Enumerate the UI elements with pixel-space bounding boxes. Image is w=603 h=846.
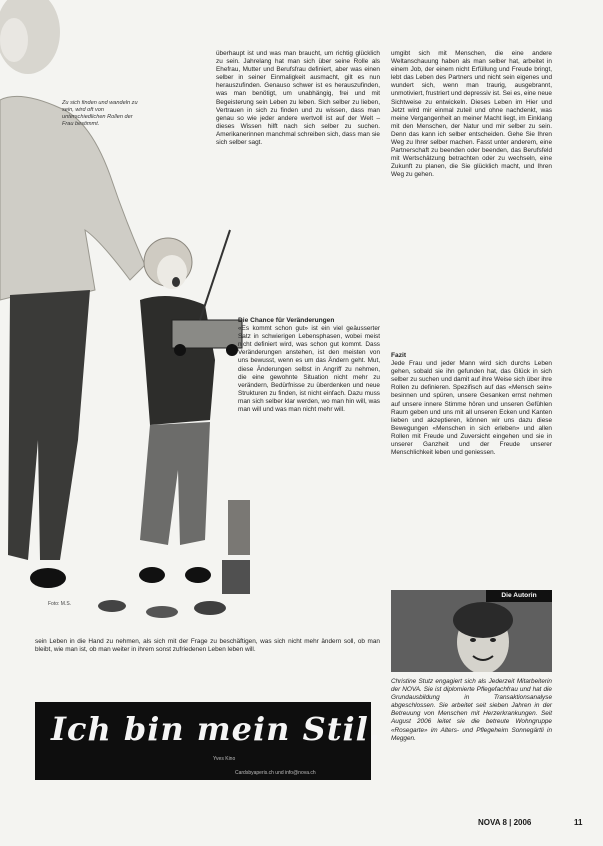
- child-face: [157, 255, 187, 289]
- article-column-right-fazit: [391, 352, 552, 457]
- paragraph: umgibt sich mit Menschen, die eine andere Weltanschauung haben als man selber hat, arbeitet in einem Job, der einem nicht Erfüllung und Freude bringt, lebt das Leben des Partners und nicht sein eigenes und wundert sich, wenn man traurig, ausgebrannt, unmotiviert, frustriert und depressiv ist. Sei es, eine neue Sichtweise zu entwickeln. Dieses Leben im Hier und Jetzt wird mir einmal zuteil und ohne nachdenkt, was meine Vergangenheit an meiner Macht liegt, im Einklang mit den Menschen, der Natur und mir selber zu sein. Denn das kann ich selber entscheiden. Gehe Sie Ihren Weg zu Ihrer selber machen. Fasst unter anderem, eine Partnerschaft zu beenden oder beenden, das Berufsfeld mit Wertschätzung betrachten oder zu wechseln, eine Zukunft zu planen, die Sie glücklich macht, und Ihren Weg zu gehen.: [391, 50, 552, 179]
- woman-face: [0, 18, 28, 62]
- ad-slogan: Ich bin mein Stil.: [51, 710, 381, 748]
- toy-car-2: [146, 606, 178, 618]
- article-column-middle-top: [216, 50, 380, 147]
- toy-block-stack: [228, 500, 250, 555]
- paragraph: sein Leben in die Hand zu nehmen, als sich mit der Frage zu beschäftigen, was sich nicht mehr ändern soll, ob man bleibt, wie man ist, ob man weiter in ihrem sonst zufriedenen Leben leben will.: [35, 638, 380, 654]
- ad-url: Cardsbyaperis.ch und info@nova.ch: [235, 770, 316, 776]
- child-mouth: [172, 277, 180, 287]
- toy-car-1: [98, 600, 126, 612]
- paragraph: Christine Stutz engagiert sich als Jederzeit Mitarbeiterin der NOVA. Sie ist diplomierte Pflegefachfrau und hat die Grundausbildung in Transaktionsanalyse abgeschlossen. Sie arbeitet seit sieben Jahren in der Betreuung von Menschen mit Herzerkrankungen. Seit August 2006 leitet sie die betreute Wohngruppe «Rosegarte» im Alters- und Pflegeheim Sonnegärtli in Meggen.: [391, 678, 552, 742]
- child-shoe-right: [185, 567, 211, 583]
- woman-shoe: [30, 568, 66, 588]
- photo-woman-child: [0, 0, 250, 636]
- author-header: Die Autorin: [486, 590, 552, 602]
- paragraph: überhaupt ist und was man braucht, um richtig glücklich zu sein. Jahrelang hat man sich über seine Rolle als Ehefrau, Mutter und Berufsfrau definiert, aber was einen selber in seiner Einmaligkeit ausmacht, gilt es nun herauszufinden. Genauso schwer ist es herauszufinden, was man benötigt, um unabhängig, frei und mit Begeisterung sein Leben zu leben. Sich selber zu lieben, Vertrauen in sich zu finden und zu wissen, dass man genau so wie jeder andere wertvoll ist auf der Welt – dieses Wissen hilft nach sich selber zu suchen. Amerikanerinnen manchmal schreiben sich, dass man sie sich selber sagt.: [216, 50, 380, 147]
- paragraph: Jede Frau und jeder Mann wird sich durchs Leben gehen, sobald sie ihn gefunden hat, das Glück in sich selber zu suchen und damit auf ihre Weise sich über ihre Rollen zu definieren. Spezifisch auf das «Mensch sein» besinnen und spüren, unsere Gesanken ernst nehmen auf unsere innere Stimme hören und unseren Gefühlen Raum geben und uns mit all unseren Ecken und Kanten lieben und akzeptieren, können wir uns dazu diese Bewegungen «Menschen in sich erleben» und allen Rollen mit Freude und Zuversicht eingehen und sie in unserer Ganzheit und der Freude unserer Menschlichkeit leben und geniessen.: [391, 360, 552, 457]
- page-number: 11: [574, 818, 583, 827]
- photo-caption: Zu sich finden und wandeln zu sein, wird oft von unterschiedlichen Rollen der Frau bestimmt.: [62, 100, 138, 127]
- article-column-middle-chance: [238, 317, 380, 414]
- toy-house: [222, 560, 250, 594]
- paragraph: «Es kommt schon gut» ist ein viel geäusserter Satz in schwierigen Lebensphasen, wobei meist nicht definiert wird, was schon gut kommt. Dass Veränderungen anstehen, ist den meisten von uns bewusst, wenn es um das Ändern geht. Mut, diese Änderungen selbst in Angriff zu nehmen, die eine gewohnte Situation nicht mehr zu verändern, Bedürfnisse zu überdenken und neue Strukturen zu finden, ist nicht einfach. Dazu muss man sich selber klar werden, wo man hin will, was man will und was man nicht mehr will.: [238, 325, 380, 414]
- author-photo-box: [391, 590, 552, 672]
- page-footer: [478, 818, 583, 827]
- ad-signature: Yves Kino: [213, 756, 236, 762]
- toy-truck: [172, 320, 242, 348]
- issue-label: NOVA 8 | 2006: [478, 818, 532, 827]
- section-heading-fazit: Fazit: [391, 352, 407, 359]
- article-column-right-top: [391, 50, 552, 180]
- woman-trousers: [8, 290, 90, 560]
- child-shoe-left: [139, 567, 165, 583]
- article-column-bottom: [35, 638, 380, 654]
- child-sweater: [140, 296, 215, 425]
- photo-credit: Foto: M.S.: [48, 601, 72, 607]
- author-bio: [391, 678, 552, 743]
- child-jeans: [140, 422, 210, 545]
- ad-banner: [35, 702, 381, 780]
- author-portrait: [391, 590, 552, 672]
- section-heading-chance: Die Chance für Veränderungen: [238, 317, 335, 324]
- toy-car-3: [194, 601, 226, 615]
